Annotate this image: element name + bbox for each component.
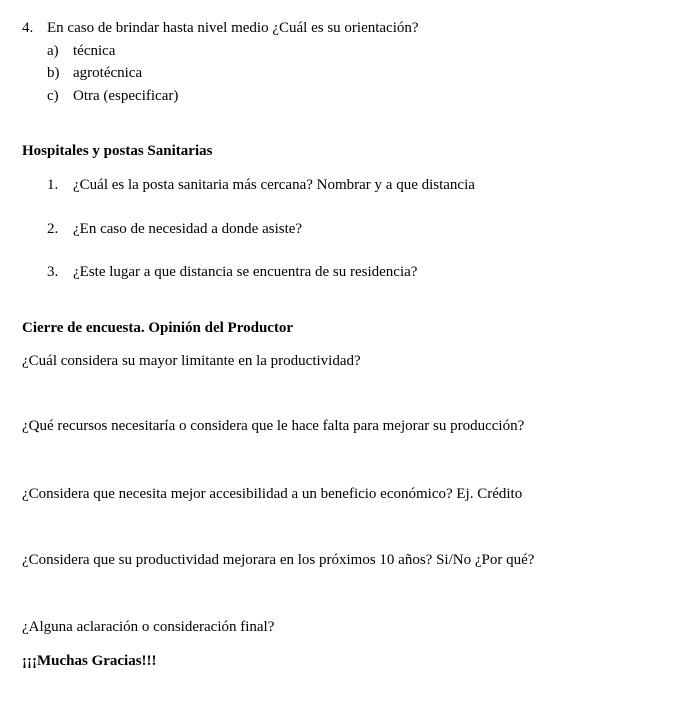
hospital-item-3-number: 3. (47, 264, 59, 280)
hospital-item-1-number: 1. (47, 177, 59, 193)
option-a-marker: a) (47, 43, 59, 59)
option-c-marker: c) (47, 88, 59, 104)
question-4-text: En caso de brindar hasta nivel medio ¿Cuál es su orientación? (47, 20, 419, 36)
closing-question-1: ¿Cuál considera su mayor limitante en la productividad? (22, 353, 361, 369)
closing-question-3: ¿Considera que necesita mejor accesibilidad a un beneficio económico? Ej. Crédito (22, 486, 523, 502)
thanks-message: ¡¡¡Muchas Gracias!!! (22, 653, 157, 669)
closing-question-2: ¿Qué recursos necesitaría o considera que le hace falta para mejorar su producción? (22, 418, 525, 434)
hospital-item-2-number: 2. (47, 221, 59, 237)
hospital-item-1-text: ¿Cuál es la posta sanitaria más cercana? Nombrar y a que distancia (73, 177, 475, 193)
closing-question-5: ¿Alguna aclaración o consideración final? (22, 619, 275, 635)
hospital-item-3-text: ¿Este lugar a que distancia se encuentra de su residencia? (73, 264, 418, 280)
question-4-number: 4. (22, 20, 34, 36)
hospitals-heading: Hospitales y postas Sanitarias (22, 143, 213, 159)
option-c-text: Otra (especificar) (73, 88, 179, 104)
closing-question-4: ¿Considera que su productividad mejorara en los próximos 10 años? Si/No ¿Por qué? (22, 552, 535, 568)
hospital-item-2-text: ¿En caso de necesidad a donde asiste? (73, 221, 303, 237)
option-a-text: técnica (73, 43, 116, 59)
closing-heading: Cierre de encuesta. Opinión del Productor (22, 320, 294, 336)
option-b-marker: b) (47, 65, 60, 81)
option-b-text: agrotécnica (73, 65, 143, 81)
